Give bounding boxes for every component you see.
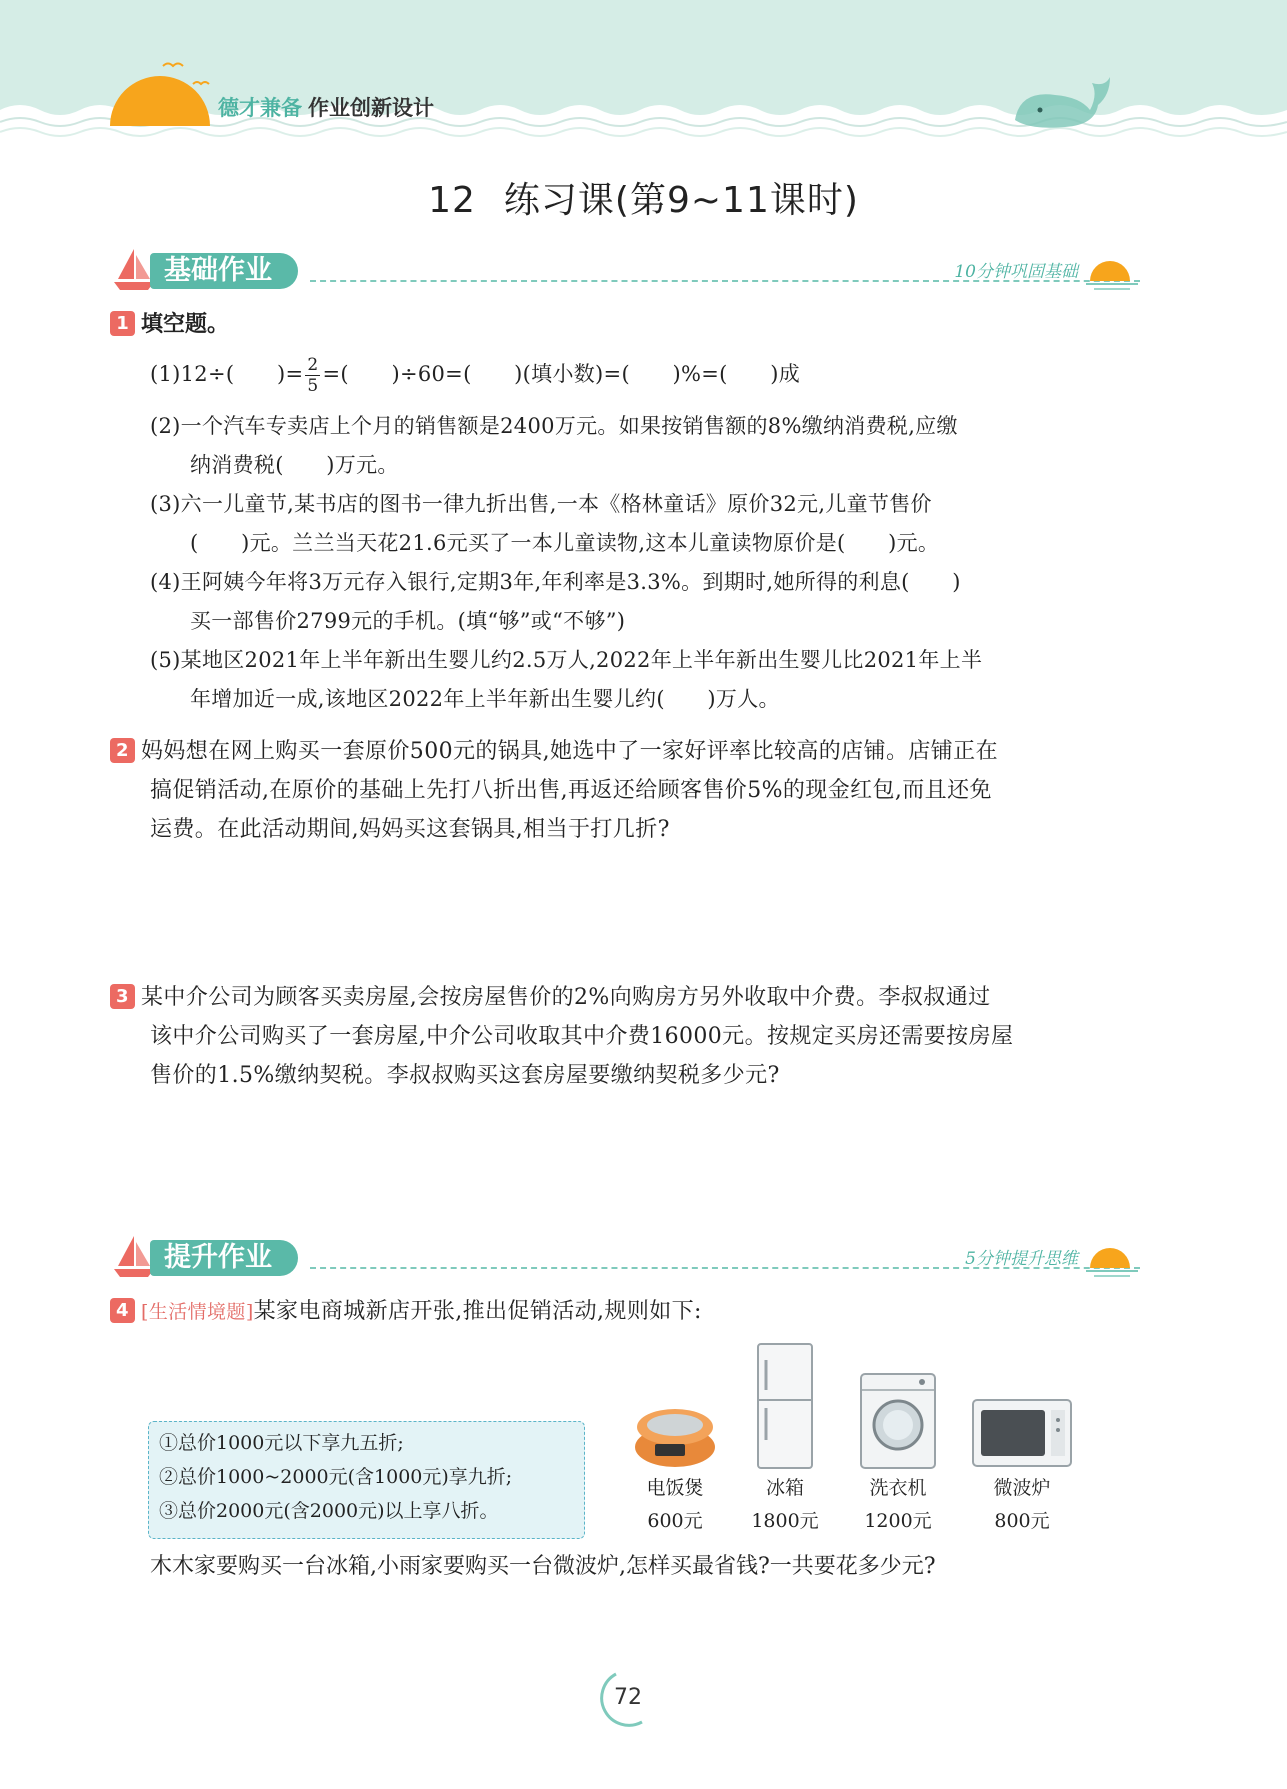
section-advanced-subtitle: 5分钟提升思维 [965,1249,1078,1269]
rule-item: ②总价1000~2000元(含1000元)享九折; [159,1466,513,1488]
question-3 [110,978,1150,1095]
whale-icon [1010,75,1115,135]
fraction [305,355,320,396]
question-4-question: 木木家要购买一台冰箱,小雨家要购买一台微波炉,怎样买最省钱?一共要花多少元? [150,1554,936,1579]
question-number-badge: 2 [110,738,135,763]
question-2-line-2: 搞促销活动,在原价的基础上先打八折出售,再返还给顾客售价5%的现金红包,而且还免 [150,778,992,803]
product-fridge [735,1340,835,1538]
q1-part-3 [150,485,1148,563]
rule-item: ①总价1000元以下享九五折; [159,1432,404,1454]
q1-part-3-line-2: ( )元。兰兰当天花21.6元买了一本儿童读物,这本儿童读物原价是( )元。 [190,531,940,555]
question-2-text-1: 妈妈想在网上购买一套原价500元的锅具,她选中了一家好评率比较高的店铺。店铺正在 [141,739,998,764]
question-2-line-1 [110,732,1150,771]
q1-part-5-line-2: 年增加近一成,该地区2022年上半年新出生婴儿约( )万人。 [190,687,780,711]
fraction-numerator: 2 [307,355,319,375]
product-name: 洗衣机 [869,1477,927,1499]
product-price: 600元 [647,1510,703,1532]
q1-part-2 [150,407,1148,485]
q1-part-2-line-1: (2)一个汽车专卖店上个月的销售额是2400万元。如果按销售额的8%缴纳消费税,应缴 [150,414,958,438]
q1-part-1-a: (1)12÷( )= [150,362,304,386]
question-number-badge: 4 [110,1298,135,1323]
q1-part-4 [150,563,1148,641]
q1-part-1 [150,355,1148,396]
fraction-denominator: 5 [307,376,319,396]
product-price: 1800元 [751,1510,819,1532]
rule-item: ③总价2000元(含2000元)以上享八折。 [159,1500,499,1522]
section-advanced-banner [110,1232,1150,1282]
microwave-icon [969,1392,1075,1472]
q1-part-1-b: =( )÷60=( )(填小数)=( )%=( )成 [322,362,801,386]
product-price: 1200元 [864,1510,932,1532]
q1-part-4-line-1: (4)王阿姨今年将3万元存入银行,定期3年,年利率是3.3%。到期时,她所得的利息( ) [150,570,961,594]
product-name: 电饭煲 [646,1477,704,1499]
sun-logo-icon [105,58,215,128]
question-3-line-3: 售价的1.5%缴纳契税。李叔叔购买这套房屋要缴纳契税多少元? [150,1063,780,1088]
q1-part-4-line-2: 买一部售价2799元的手机。(填“够”或“不够”) [190,609,626,633]
q1-part-2-line-2: 纳消费税( )万元。 [190,453,399,477]
page-title [0,172,1287,223]
section-basic-banner [110,245,1150,295]
page-number: 72 [614,1685,642,1710]
section-advanced-label: 提升作业 [150,1240,298,1276]
question-1-title: 填空题。 [141,312,230,337]
sunset-icon [1084,1238,1140,1278]
q1-part-3-line-1: (3)六一儿童节,某书店的图书一律九折出售,一本《格林童话》原价32元,儿童节售价 [150,492,932,516]
question-tag: [生活情境题] [141,1301,254,1323]
brand-colored: 德才兼备 [218,96,302,120]
product-price: 800元 [994,1510,1050,1532]
sunset-icon [1084,251,1140,291]
question-2 [110,732,1150,849]
q1-part-5-line-1: (5)某地区2021年上半年新出生婴儿约2.5万人,2022年上半年新出生婴儿比2021年上半 [150,648,983,672]
section-basic-subtitle: 10分钟巩固基础 [954,262,1078,282]
fridge-icon [750,1340,820,1472]
question-number-badge: 1 [110,311,135,336]
brand-plain: 作业创新设计 [308,96,434,120]
question-2-line-3: 运费。在此活动期间,妈妈买这套锅具,相当于打几折? [150,817,670,842]
washing-machine-icon [857,1370,939,1472]
question-4-intro [110,1292,1150,1332]
question-3-text-1: 某中介公司为顾客买卖房屋,会按房屋售价的2%向购房方另外收取中介费。李叔叔通过 [141,985,991,1010]
section-basic-label: 基础作业 [150,253,298,289]
question-4-intro-text: 某家电商城新店开张,推出促销活动,规则如下: [253,1299,702,1324]
product-name: 微波炉 [993,1477,1051,1499]
product-washing-machine [848,1370,948,1538]
question-3-line-2: 该中介公司购买了一套房屋,中介公司收取其中介费16000元。按规定买房还需要按房屋 [150,1024,1014,1049]
question-1-heading [110,305,1150,344]
brand-title [218,92,434,122]
product-name: 冰箱 [765,1477,804,1499]
product-rice-cooker [625,1392,725,1538]
promotion-rules-box [148,1421,585,1539]
question-number-badge: 3 [110,984,135,1009]
product-microwave [967,1392,1077,1538]
q1-part-5 [150,641,1148,719]
lesson-number: 12 [428,180,476,221]
rice-cooker-icon [630,1392,720,1472]
question-3-line-1 [110,978,1150,1017]
lesson-title: 练习课(第9~11课时) [503,180,859,221]
